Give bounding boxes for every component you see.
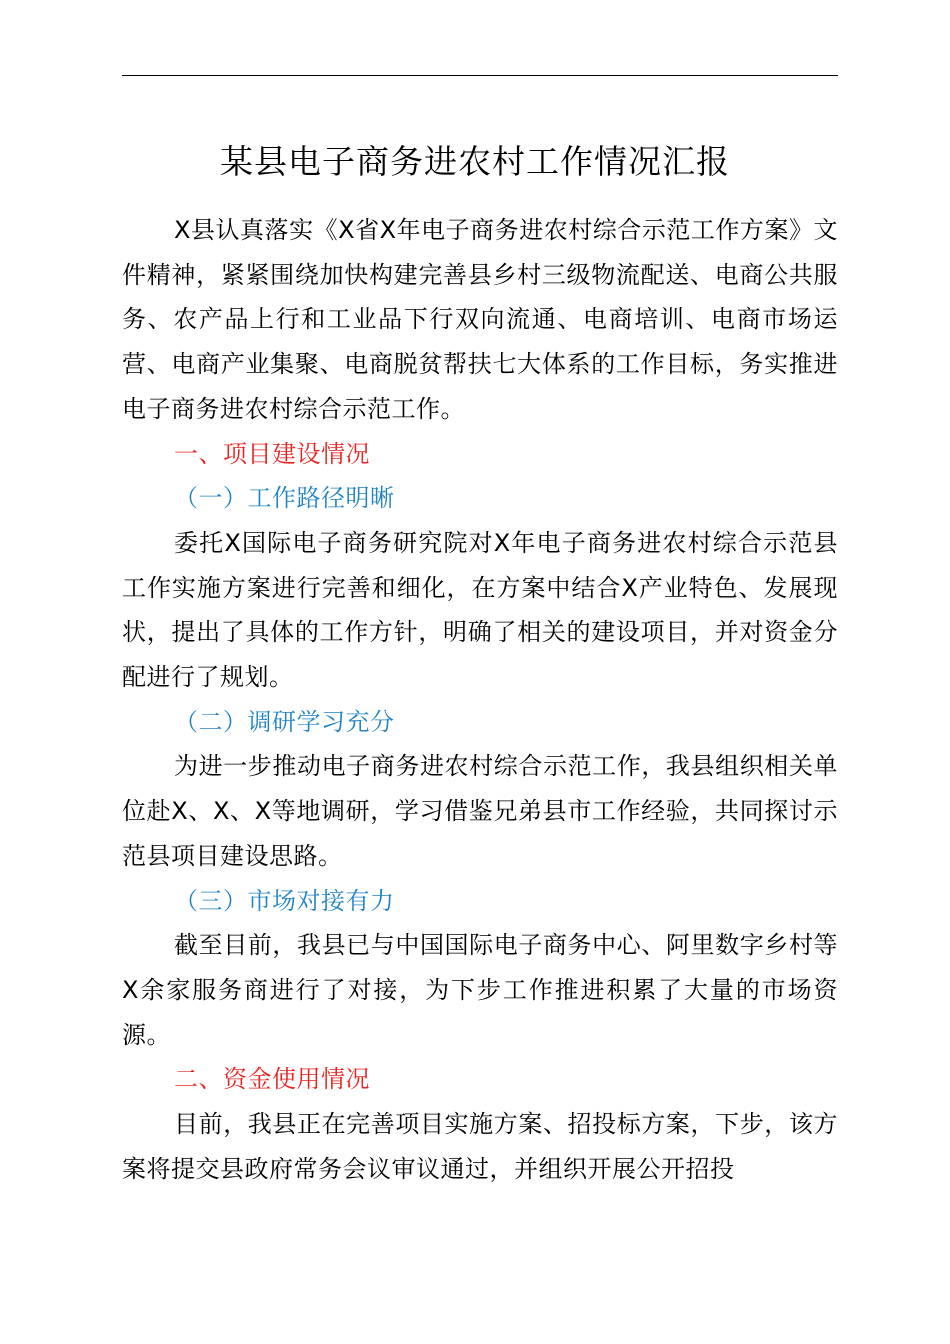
subheading-research: （二）调研学习充分	[174, 707, 395, 736]
subheading-market-docking: （三）市场对接有力	[174, 886, 395, 915]
paragraph-fund-usage: 目前，我县正在完善项目实施方案、招投标方案，下步，该方案将提交县政府常务会议审议通过，并组织开展公开招投	[122, 1110, 838, 1183]
paragraph-market-docking: 截至目前，我县已与中国国际电子商务中心、阿里数字乡村等X余家服务商进行了对接，为下步工作推进积累了大量的市场资源。	[122, 931, 838, 1049]
subheading-work-path: （一）工作路径明晰	[174, 484, 395, 513]
section-heading-project-construction: 一、项目建设情况	[174, 439, 370, 468]
page-title: 某县电子商务进农村工作情况汇报	[220, 142, 730, 181]
paragraph-research: 为进一步推动电子商务进农村综合示范工作，我县组织相关单位赴X、X、X等地调研，学习借鉴兄弟县市工作经验，共同探讨示范县项目建设思路。	[122, 752, 838, 870]
section-heading-fund-usage: 二、资金使用情况	[174, 1065, 370, 1094]
document-body	[122, 208, 838, 1191]
paragraph-work-path: 委托X国际电子商务研究院对X年电子商务进农村综合示范县工作实施方案进行完善和细化，在方案中结合X产业特色、发展现状，提出了具体的工作方针，明确了相关的建设项目，并对资金分配进行了规划。	[122, 528, 838, 692]
intro-paragraph: X县认真落实《X省X年电子商务进农村综合示范工作方案》文件精神，紧紧围绕加快构建完善县乡村三级物流配送、电商公共服务、农产品上行和工业品下行双向流通、电商培训、电商市场运营、电商产业集聚、电商脱贫帮扶七大体系的工作目标，务实推进电子商务进农村综合示范工作。	[122, 216, 838, 423]
header-rule	[122, 75, 838, 76]
